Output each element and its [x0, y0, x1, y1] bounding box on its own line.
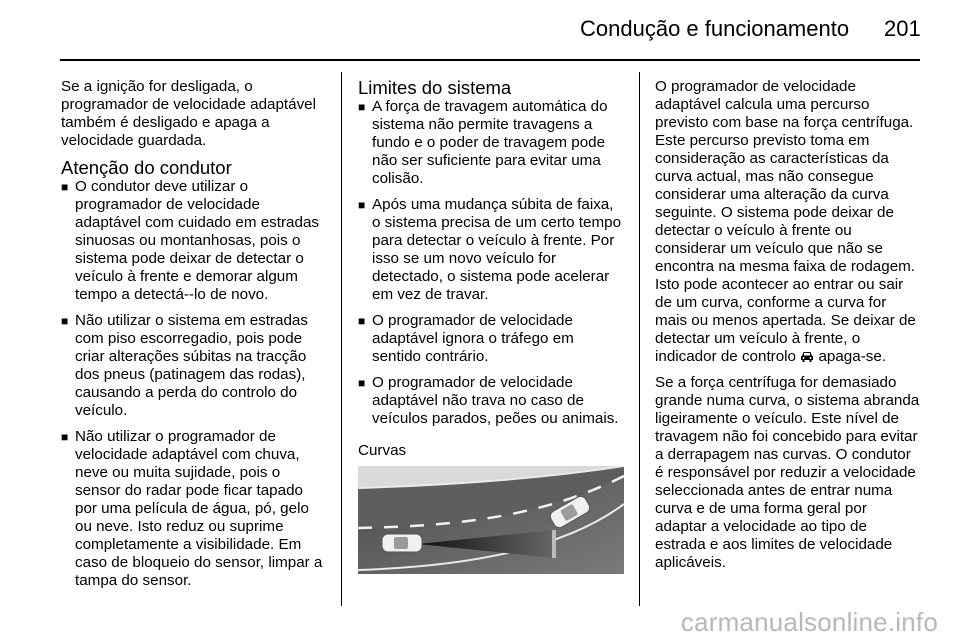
- curve-paragraph-2: Se a força centrífuga for demasiado grande numa curva, o sistema abranda ligeiramente o veículo. Este nível de travagem não foi concebido para evitar a derrapagem nas curvas. O condutor é responsável por reduzir a velocidade seleccionada antes de entrar numa curva e de uma forma geral por adaptar a velocidade ao tipo de estrada e aos limites de velocidade aplicáveis.: [655, 374, 920, 571]
- list-item: [358, 312, 623, 366]
- curve-paragraph-1: [655, 78, 921, 366]
- bullet-icon: ■: [358, 376, 366, 390]
- radar-beam-end: [552, 530, 556, 558]
- list-item: [61, 312, 326, 420]
- header-divider: [60, 59, 920, 61]
- bullet-icon: ■: [358, 198, 366, 212]
- section-heading-driver-attention: Atenção do condutor: [61, 157, 232, 178]
- column-divider-1: [341, 72, 342, 606]
- list-item-text: O condutor deve utilizar o programador de velocidade adaptável com cuidado em estradas sinuosas ou montanhosas, pois o sistema pode deixar de detectar o veículo à frente e demorar algum tempo a detectá--lo de novo.: [75, 178, 319, 303]
- list-item-text: Não utilizar o programador de velocidade adaptável com chuva, neve ou muita sujidade, pois o sensor do radar pode ficar tapado por uma película de água, pó, gelo ou neve. Isto reduz ou suprime completamente a visibilidade. Em caso de bloqueio do sensor, limpar a tampa do sensor.: [75, 428, 323, 589]
- column-1: [61, 78, 326, 598]
- subheading-curves: Curvas: [358, 442, 407, 459]
- curve-illustration: [358, 466, 624, 574]
- list-item: [61, 428, 326, 590]
- bullet-icon: ■: [61, 180, 69, 194]
- vehicle-ahead-icon: [800, 350, 814, 363]
- list-item-text: A força de travagem automática do sistema não permite travagens a fundo e o poder de travagem pode não ser suficiente para evitar uma colisão.: [372, 98, 608, 187]
- list-item: [358, 98, 623, 188]
- watermark: carmanualsonline.info: [680, 607, 938, 637]
- system-limits-list: [358, 98, 623, 428]
- bullet-icon: ■: [61, 430, 69, 444]
- paragraph-text: O programador de velocidade adaptável calcula uma percurso previsto com base na força centrífuga. Este percurso previsto toma em consideração as características da curva actual, mas não consegue considerar uma alteração da curva seguinte. O sistema pode deixar de detectar o veículo à frente ou considerar um veículo que não se encontra na mesma faixa de rodagem. Isto pode acontecer ao entrar ou sair de um curva, conforme a curva for mais ou menos apertada. Se deixar de detectar um veículo à frente, o indicador de controlo: [655, 78, 916, 365]
- list-item-text: O programador de velocidade adaptável não trava no caso de veículos parados, peões ou animais.: [372, 374, 619, 427]
- column-3: [655, 78, 921, 580]
- list-item-text: Após uma mudança súbita de faixa, o sistema precisa de um certo tempo para detectar o veículo à frente. Por isso se um novo veículo for detectado, o sistema pode acelerar em vez de travar.: [372, 196, 622, 303]
- column-2: [358, 78, 623, 574]
- section-heading-system-limits: Limites do sistema: [358, 77, 512, 98]
- bullet-icon: ■: [61, 314, 69, 328]
- own-vehicle: [382, 534, 422, 552]
- bullet-icon: ■: [358, 314, 366, 328]
- column-divider-2: [639, 72, 640, 606]
- bullet-icon: ■: [358, 100, 366, 114]
- list-item: [358, 374, 623, 428]
- list-item-text: Não utilizar o sistema em estradas com piso escorregadio, pois pode criar alterações súbitas na tracção dos pneus (patinagem das rodas), causando a perda do controlo do veículo.: [75, 312, 308, 419]
- page-number: 201: [884, 16, 921, 41]
- intro-paragraph: Se a ignição for desligada, o programador de velocidade adaptável também é desligado e apaga a velocidade guardada.: [61, 78, 316, 149]
- driver-attention-list: [61, 178, 326, 590]
- header-title: Condução e funcionamento: [580, 16, 850, 41]
- list-item: [61, 178, 326, 304]
- paragraph-text-end: apaga-se.: [818, 348, 887, 365]
- list-item: [358, 196, 623, 304]
- list-item-text: O programador de velocidade adaptável ignora o tráfego em sentido contrário.: [372, 312, 574, 365]
